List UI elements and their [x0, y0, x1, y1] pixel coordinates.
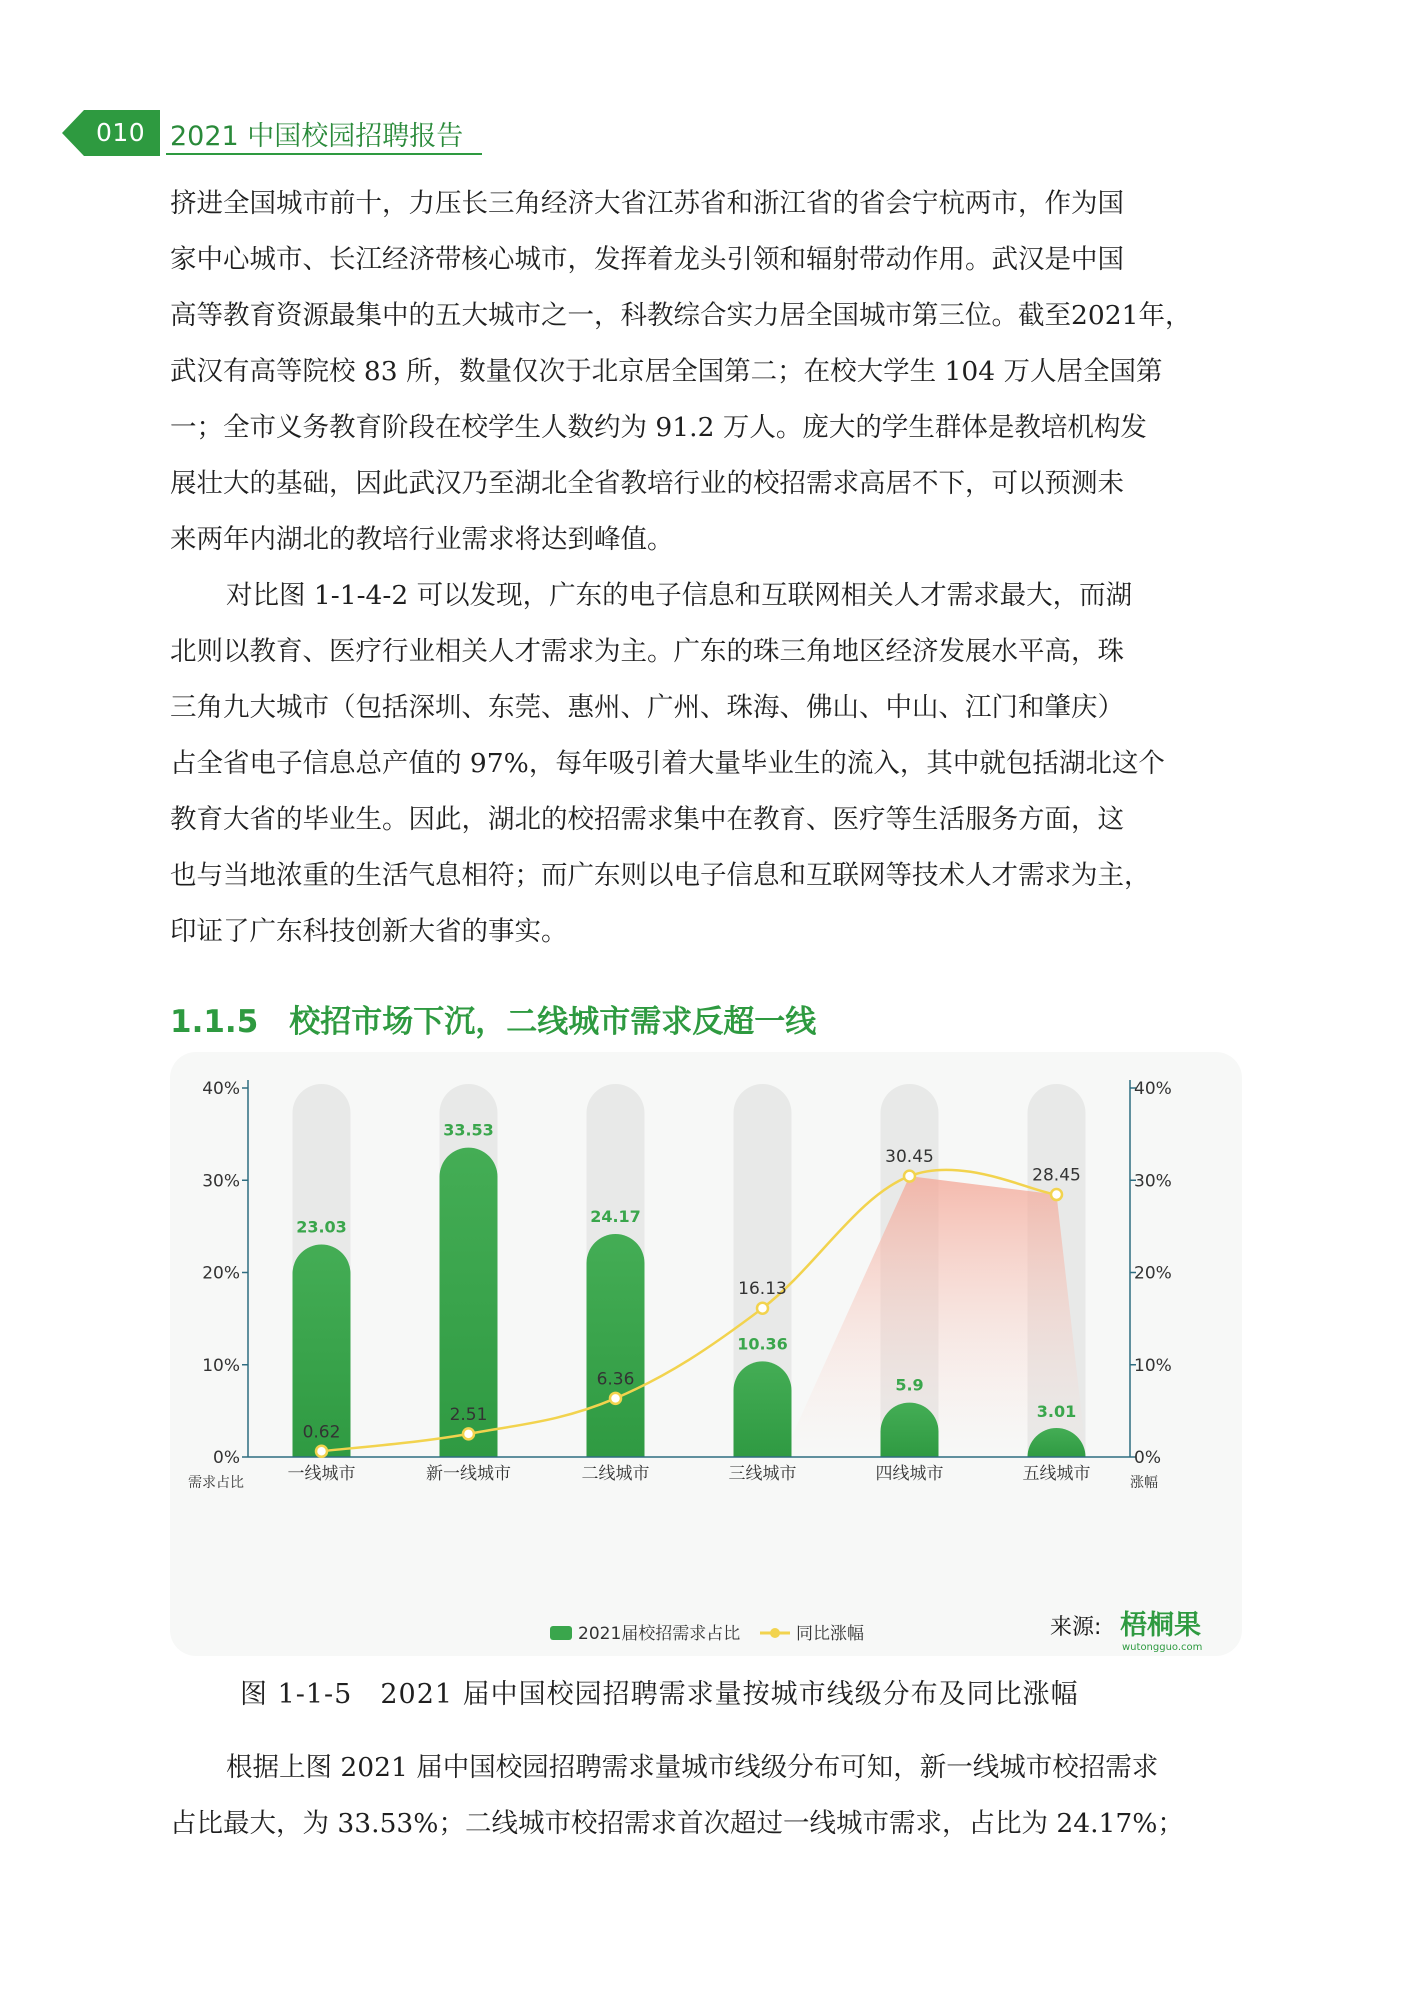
bar-value-label: 24.17	[590, 1207, 641, 1227]
line-value-label: 2.51	[449, 1404, 488, 1425]
y-left-tick-label: 0%	[213, 1448, 240, 1468]
paragraph-line: 教育大省的毕业生。因此，湖北的校招需求集中在教育、医疗等生活服务方面，这	[170, 804, 1124, 835]
line-value-label: 30.45	[885, 1147, 934, 1168]
chart-panel	[170, 1052, 1242, 1656]
page-header	[62, 110, 482, 156]
y-left-axis-label: 需求占比	[188, 1475, 244, 1491]
y-left-tick-label: 40%	[202, 1079, 240, 1099]
paragraph-line: 根据上图 2021 届中国校园招聘需求量城市线级分布可知，新一线城市校招需求	[226, 1752, 1159, 1783]
page-number-tab	[62, 110, 160, 156]
growth-point	[757, 1303, 768, 1314]
line-value-label: 6.36	[596, 1369, 635, 1390]
source-prefix: 来源:	[1050, 1615, 1102, 1640]
y-left-tick-label: 10%	[202, 1355, 240, 1376]
y-right-tick-label: 20%	[1134, 1263, 1172, 1284]
legend-bar-swatch	[550, 1626, 572, 1640]
paragraph-line: 占比最大，为 33.53%；二线城市校招需求首次超过一线城市需求，占比为 24.17%；	[170, 1808, 1184, 1839]
paragraph-line: 展壮大的基础，因此武汉乃至湖北全省教培行业的校招需求高居不下，可以预测未	[170, 468, 1124, 499]
chart	[170, 1052, 1242, 1656]
source-url: wutongguo.com	[1122, 1642, 1203, 1653]
section-title: 1.1.5 校招市场下沉，二线城市需求反超一线	[170, 1004, 817, 1040]
line-value-label: 28.45	[1032, 1165, 1081, 1186]
paragraph-line: 挤进全国城市前十，力压长三角经济大省江苏省和浙江省的省会宁杭两市，作为国	[170, 188, 1124, 219]
figure-caption: 图 1-1-5 2021 届中国校园招聘需求量按城市线级分布及同比涨幅	[240, 1679, 1079, 1710]
growth-point	[463, 1428, 474, 1439]
paragraph-line: 一；全市义务教育阶段在校学生人数约为 91.2 万人。庞大的学生群体是教培机构发	[170, 412, 1147, 443]
paragraph-line: 武汉有高等院校 83 所，数量仅次于北京居全国第二；在校大学生 104 万人居全国第	[170, 356, 1163, 387]
paragraph-line: 高等教育资源最集中的五大城市之一，科教综合实力居全国城市第三位。截至2021年，	[170, 300, 1192, 331]
paragraph-line: 来两年内湖北的教培行业需求将达到峰值。	[170, 524, 674, 555]
paragraph-line: 印证了广东科技创新大省的事实。	[170, 916, 568, 947]
source-brand: 梧桐果	[1120, 1610, 1201, 1641]
y-left-tick-label: 20%	[202, 1263, 240, 1284]
x-tick-label: 新一线城市	[426, 1464, 511, 1484]
y-left-tick-label: 30%	[202, 1171, 240, 1192]
growth-point	[904, 1171, 915, 1182]
growth-point	[316, 1446, 327, 1457]
growth-point	[610, 1393, 621, 1404]
paragraph-line: 也与当地浓重的生活气息相符；而广东则以电子信息和互联网等技术人才需求为主，	[170, 860, 1151, 891]
y-right-tick-label: 40%	[1134, 1079, 1172, 1099]
paragraph-line: 占全省电子信息总产值的 97%，每年吸引着大量毕业生的流入，其中就包括湖北这个	[170, 748, 1165, 779]
legend-line-label: 同比涨幅	[796, 1624, 864, 1644]
paragraph-line: 北则以教育、医疗行业相关人才需求为主。广东的珠三角地区经济发展水平高，珠	[170, 636, 1124, 667]
y-right-tick-label: 0%	[1134, 1448, 1161, 1468]
chart-legend	[550, 1624, 864, 1644]
x-tick-label: 二线城市	[581, 1464, 650, 1484]
bar-value-label: 3.01	[1036, 1402, 1077, 1422]
x-tick-label: 四线城市	[875, 1464, 944, 1484]
bar	[734, 1361, 792, 1457]
paragraph-line: 三角九大城市（包括深圳、东莞、惠州、广州、珠海、佛山、中山、江门和肇庆）	[170, 692, 1124, 723]
x-tick-label: 三线城市	[728, 1464, 797, 1484]
paragraph-line: 家中心城市、长江经济带核心城市，发挥着龙头引领和辐射带动作用。武汉是中国	[170, 244, 1124, 275]
report-title: 2021 中国校园招聘报告	[170, 121, 464, 152]
bar-value-label: 5.9	[895, 1375, 924, 1395]
header-underline	[166, 153, 482, 155]
paragraph-1	[170, 176, 1246, 568]
paragraph-2	[170, 568, 1246, 960]
paragraph-3	[170, 1740, 1246, 1852]
bar-value-label: 10.36	[737, 1334, 788, 1354]
legend-line-marker	[770, 1628, 780, 1638]
chart-source	[1050, 1609, 1202, 1653]
growth-point	[1051, 1189, 1062, 1200]
x-tick-label: 一线城市	[287, 1464, 356, 1484]
y-right-tick-label: 10%	[1134, 1355, 1172, 1376]
y-right-axis-label: 涨幅	[1130, 1475, 1158, 1491]
x-tick-label: 五线城市	[1022, 1464, 1091, 1484]
line-value-label: 0.62	[302, 1422, 341, 1443]
page-number: 010	[96, 118, 146, 147]
line-value-label: 16.13	[738, 1279, 787, 1300]
bar	[587, 1234, 645, 1457]
y-right-tick-label: 30%	[1134, 1171, 1172, 1192]
bar-value-label: 23.03	[296, 1217, 347, 1237]
bar-value-label: 33.53	[443, 1120, 494, 1140]
paragraph-line: 对比图 1-1-4-2 可以发现，广东的电子信息和互联网相关人才需求最大，而湖	[226, 580, 1133, 611]
legend-bar-label: 2021届校招需求占比	[578, 1624, 741, 1644]
